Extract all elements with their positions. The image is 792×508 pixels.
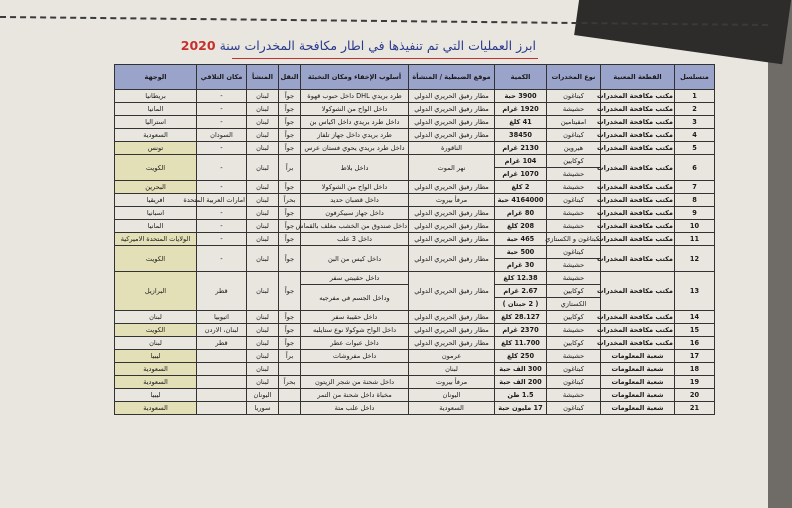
page-title	[180, 38, 536, 53]
cell-location: مرفأ بيروت	[409, 194, 495, 207]
cell-transport: جواً	[279, 233, 301, 246]
cell-serial: 18	[675, 363, 715, 376]
operations-table	[114, 64, 715, 415]
cell-quantity: 80 غرام	[495, 207, 547, 220]
cell-transport	[279, 389, 301, 402]
cell-destination: الولايات المتحدة الاميركية	[115, 233, 197, 246]
cell-method: داخل طرد بريدي داخل اكياس بن	[301, 116, 409, 129]
cell-serial: 7	[675, 181, 715, 194]
cell-unit: شعبة المعلومات	[601, 350, 675, 363]
cell-origin: لبنان	[247, 337, 279, 350]
cell-origin: لبنان	[247, 324, 279, 337]
cell-destination: السعودية	[115, 376, 197, 389]
cell-method: داخل علب متة	[301, 402, 409, 415]
cell-destination: لبنان	[115, 311, 197, 324]
cell-serial: 16	[675, 337, 715, 350]
cell-destination: لبنان	[115, 337, 197, 350]
cell-unit: مكتب مكافحة المخدرات	[601, 181, 675, 194]
cell-destination: السعودية	[115, 402, 197, 415]
cell-transport: بحراً	[279, 376, 301, 389]
cell-destination: المانيا	[115, 220, 197, 233]
cell-transport: جواً	[279, 129, 301, 142]
cell-transport	[279, 402, 301, 415]
cell-drug-type: كوكايين	[547, 155, 601, 168]
cell-serial: 19	[675, 376, 715, 389]
table-row	[115, 324, 715, 337]
cell-transport: جواً	[279, 272, 301, 311]
cell-transport: جواً	[279, 181, 301, 194]
cell-drug-type: حشيشة	[547, 207, 601, 220]
cell-unit: مكتب مكافحة المخدرات	[601, 246, 675, 272]
table-row	[115, 116, 715, 129]
cell-transit: -	[197, 207, 247, 220]
cell-transport: بحراً	[279, 194, 301, 207]
cell-quantity: 1920 غرام	[495, 103, 547, 116]
cell-quantity: 465 حبة	[495, 233, 547, 246]
cell-drug-type: كبتاغون	[547, 90, 601, 103]
cell-unit: مكتب مكافحة المخدرات	[601, 142, 675, 155]
table-row	[115, 311, 715, 324]
cell-transit: -	[197, 103, 247, 116]
cell-unit: مكتب مكافحة المخدرات	[601, 90, 675, 103]
cell-unit: مكتب مكافحة المخدرات	[601, 311, 675, 324]
cell-method: داخل حقيبتي سفر	[301, 272, 409, 285]
table-row	[115, 220, 715, 233]
header-cell: موقع الضبطية / المنشأة	[409, 65, 495, 90]
cell-method: طرد بريدي داخل جهاز تلفاز	[301, 129, 409, 142]
cell-location: مطار رفيق الحريري الدولي	[409, 233, 495, 246]
cell-quantity: 28.127 كلغ	[495, 311, 547, 324]
cell-transit: قطر	[197, 272, 247, 311]
cell-quantity: 11.700 كلغ	[495, 337, 547, 350]
cell-serial: 10	[675, 220, 715, 233]
cell-unit: مكتب مكافحة المخدرات	[601, 194, 675, 207]
cell-unit: شعبة المعلومات	[601, 363, 675, 376]
header-cell: مكان التلاقي	[197, 65, 247, 90]
table-row	[115, 350, 715, 363]
cell-transit: قطر	[197, 337, 247, 350]
cell-origin: لبنان	[247, 181, 279, 194]
cell-method: داخل بلاط	[301, 155, 409, 181]
cell-destination: الكويت	[115, 155, 197, 181]
cell-serial: 4	[675, 129, 715, 142]
cell-drug-type: هيروين	[547, 142, 601, 155]
cell-origin: لبنان	[247, 142, 279, 155]
cell-destination: ليبيا	[115, 350, 197, 363]
cell-method: داخل الواح شوكولا نوع ستايلبه	[301, 324, 409, 337]
table-row	[115, 207, 715, 220]
cell-serial: 21	[675, 402, 715, 415]
cell-drug-type: حشيشة	[547, 272, 601, 285]
cell-unit: مكتب مكافحة المخدرات	[601, 116, 675, 129]
cell-method: داخل 3 علب	[301, 233, 409, 246]
cell-transport: جواً	[279, 246, 301, 272]
cell-transport: جواً	[279, 142, 301, 155]
cell-destination: السعودية	[115, 129, 197, 142]
cell-destination: اسبانيا	[115, 207, 197, 220]
header-cell: نوع المخدرات	[547, 65, 601, 90]
cell-quantity: 38450	[495, 129, 547, 142]
cell-transit: -	[197, 233, 247, 246]
cell-quantity: 12.38 كلغ	[495, 272, 547, 285]
cell-location: مطار رفيق الحريري الدولي	[409, 337, 495, 350]
cell-method: داخل شحنة من شجر الزيتون	[301, 376, 409, 389]
table-row	[115, 155, 715, 168]
header-cell: المنشأ	[247, 65, 279, 90]
cell-location: مطار رفيق الحريري الدولي	[409, 220, 495, 233]
cell-origin: لبنان	[247, 155, 279, 181]
cell-transit	[197, 402, 247, 415]
table-row	[115, 129, 715, 142]
cell-unit: مكتب مكافحة المخدرات	[601, 103, 675, 116]
cell-location: مرفأ بيروت	[409, 376, 495, 389]
cell-quantity: 2370 غرام	[495, 324, 547, 337]
title-year: 2020	[180, 38, 216, 53]
cell-serial: 13	[675, 272, 715, 311]
cell-transit: امارات العربية المتحدة	[197, 194, 247, 207]
cell-destination: استراليا	[115, 116, 197, 129]
cell-origin: لبنان	[247, 90, 279, 103]
cell-location: السعودية	[409, 402, 495, 415]
table-row	[115, 181, 715, 194]
table-row	[115, 402, 715, 415]
cell-method: داخل الواح من الشوكولا	[301, 181, 409, 194]
cell-location: مطار رفيق الحريري الدولي	[409, 181, 495, 194]
cell-transit	[197, 350, 247, 363]
cell-serial: 14	[675, 311, 715, 324]
cell-transit: -	[197, 90, 247, 103]
cell-origin: لبنان	[247, 103, 279, 116]
cell-serial: 1	[675, 90, 715, 103]
cell-quantity: 2.67 غرام	[495, 285, 547, 298]
cell-transport: جواً	[279, 90, 301, 103]
cell-location: مطار رفيق الحريري الدولي	[409, 90, 495, 103]
cell-serial: 20	[675, 389, 715, 402]
cell-origin: لبنان	[247, 272, 279, 311]
header-cell: متسلسل	[675, 65, 715, 90]
cell-serial: 15	[675, 324, 715, 337]
table-row	[115, 337, 715, 350]
cell-transit: اثيوبيا	[197, 311, 247, 324]
cell-method: داخل عبوات عطر	[301, 337, 409, 350]
cell-drug-type: كوكايين	[547, 311, 601, 324]
cell-location: مطار رفيق الحريري الدولي	[409, 103, 495, 116]
cell-method: داخل كيس من البن	[301, 246, 409, 272]
cell-method: داخل جهاز سبيكرفون	[301, 207, 409, 220]
cell-method: داخل الواح من الشوكولا	[301, 103, 409, 116]
table-row	[115, 389, 715, 402]
cell-drug-type: كبتاغون و الكستازي	[547, 233, 601, 246]
cell-quantity: 4164000 حبة	[495, 194, 547, 207]
cell-method: مخباة داخل شحنة من التمر	[301, 389, 409, 402]
cell-transit: -	[197, 116, 247, 129]
cell-destination: تونس	[115, 142, 197, 155]
cell-quantity: 104 غرام	[495, 155, 547, 168]
cell-location: مطار رفيق الحريري الدولي	[409, 311, 495, 324]
cell-quantity: 500 حبة	[495, 246, 547, 259]
cell-transit: -	[197, 142, 247, 155]
table-body	[115, 90, 715, 415]
cell-quantity: 208 كلغ	[495, 220, 547, 233]
header-cell: أسلوب الإخفاء ومكان التخبئة	[301, 65, 409, 90]
cell-destination: الكويت	[115, 324, 197, 337]
background-surface	[574, 0, 792, 64]
cell-origin: لبنان	[247, 233, 279, 246]
cell-unit: شعبة المعلومات	[601, 402, 675, 415]
cell-drug-type: كبتاغون	[547, 376, 601, 389]
cell-drug-type: حشيشة	[547, 181, 601, 194]
cell-location: عرمون	[409, 350, 495, 363]
cell-origin: سوريا	[247, 402, 279, 415]
cell-quantity: 1070 غرام	[495, 168, 547, 181]
cell-drug-type: كبتاغون	[547, 246, 601, 259]
cell-serial: 6	[675, 155, 715, 181]
cell-drug-type: كبتاغون	[547, 129, 601, 142]
cell-quantity: 300 الف حبة	[495, 363, 547, 376]
cell-origin: لبنان	[247, 194, 279, 207]
cell-drug-type: حشيشة	[547, 389, 601, 402]
cell-method	[301, 363, 409, 376]
cell-origin: لبنان	[247, 129, 279, 142]
cell-quantity: ( 2 حبتان )	[495, 298, 547, 311]
cell-drug-type: كبتاغون	[547, 194, 601, 207]
table-row	[115, 103, 715, 116]
cell-origin: لبنان	[247, 116, 279, 129]
cell-unit: شعبة المعلومات	[601, 376, 675, 389]
cell-location: نهر الموت	[409, 155, 495, 181]
cell-destination: البرازيل	[115, 272, 197, 311]
cell-unit: مكتب مكافحة المخدرات	[601, 220, 675, 233]
cell-method: داخل حقيبة سفر	[301, 311, 409, 324]
cell-quantity: 41 كلغ	[495, 116, 547, 129]
cell-location: لبنان	[409, 363, 495, 376]
cell-serial: 8	[675, 194, 715, 207]
cell-drug-type: حشيشة	[547, 168, 601, 181]
cell-method: طرد بريدي DHL داخل حبوب قهوة	[301, 90, 409, 103]
cell-transport: جواً	[279, 207, 301, 220]
cell-serial: 5	[675, 142, 715, 155]
header-cell: الكمية	[495, 65, 547, 90]
header-cell: القطعة المعنية	[601, 65, 675, 90]
title-text: ابرز العمليات التي تم تنفيذها في اطار مكافحة المخدرات سنة	[219, 38, 536, 53]
cell-transit	[197, 376, 247, 389]
cell-quantity: 30 غرام	[495, 259, 547, 272]
cell-transport: جواً	[279, 116, 301, 129]
cell-location: مطار رفيق الحريري الدولي	[409, 116, 495, 129]
cell-drug-type: حشيشة	[547, 324, 601, 337]
cell-origin: لبنان	[247, 311, 279, 324]
cell-drug-type: حشيشة	[547, 259, 601, 272]
cell-method: داخل قضبان حديد	[301, 194, 409, 207]
cell-drug-type: كبتاغون	[547, 363, 601, 376]
cell-method: داخل صندوق من الخشب مغلف بالقماش	[301, 220, 409, 233]
cell-drug-type: حشيشة	[547, 220, 601, 233]
cell-location: اليونان	[409, 389, 495, 402]
table-row	[115, 272, 715, 285]
cell-drug-type: كوكايين	[547, 337, 601, 350]
table-row	[115, 376, 715, 389]
cell-drug-type: كبتاغون	[547, 402, 601, 415]
cell-origin: اليونان	[247, 389, 279, 402]
cell-quantity: 2 كلغ	[495, 181, 547, 194]
cell-method: وداخل الجسم في مفرجيه	[301, 285, 409, 311]
cell-transport: جواً	[279, 103, 301, 116]
cell-transport: جواً	[279, 311, 301, 324]
cell-transport: جواً	[279, 220, 301, 233]
cell-destination: بريطانيا	[115, 90, 197, 103]
header-cell: النقل	[279, 65, 301, 90]
cell-origin: لبنان	[247, 220, 279, 233]
cell-serial: 2	[675, 103, 715, 116]
cell-origin: لبنان	[247, 363, 279, 376]
cell-transport	[279, 363, 301, 376]
table-row	[115, 142, 715, 155]
cell-unit: مكتب مكافحة المخدرات	[601, 272, 675, 311]
cell-serial: 12	[675, 246, 715, 272]
cell-method: داخل طرد بريدي يحوي فستان عرس	[301, 142, 409, 155]
cell-quantity: 250 كلغ	[495, 350, 547, 363]
cell-drug-type: امفيتامين	[547, 116, 601, 129]
cell-origin: لبنان	[247, 376, 279, 389]
cell-serial: 11	[675, 233, 715, 246]
cell-destination: البحرين	[115, 181, 197, 194]
cell-serial: 17	[675, 350, 715, 363]
cell-unit: مكتب مكافحة المخدرات	[601, 233, 675, 246]
cell-location: مطار رفيق الحريري الدولي	[409, 272, 495, 311]
cell-transit: -	[197, 246, 247, 272]
cell-transit	[197, 389, 247, 402]
title-underline	[232, 58, 538, 59]
header-row	[115, 65, 715, 90]
cell-origin: لبنان	[247, 207, 279, 220]
cell-transit	[197, 363, 247, 376]
cell-destination: ليبيا	[115, 389, 197, 402]
cell-drug-type: الكستازي	[547, 298, 601, 311]
cell-transit: -	[197, 155, 247, 181]
cell-unit: شعبة المعلومات	[601, 389, 675, 402]
cell-transit: السودان	[197, 129, 247, 142]
cell-serial: 3	[675, 116, 715, 129]
cell-transport: جواً	[279, 324, 301, 337]
table-row	[115, 233, 715, 246]
cell-destination: افريقيا	[115, 194, 197, 207]
cell-quantity: 2130 غرام	[495, 142, 547, 155]
cell-destination: الكويت	[115, 246, 197, 272]
cell-destination: السعودية	[115, 363, 197, 376]
cell-drug-type: حشيشة	[547, 350, 601, 363]
cell-transport: براً	[279, 350, 301, 363]
cell-location: مطار رفيق الحريري الدولي	[409, 129, 495, 142]
table-row	[115, 246, 715, 259]
cell-transport: جواً	[279, 337, 301, 350]
cell-transit: -	[197, 181, 247, 194]
table-row	[115, 363, 715, 376]
header-cell: الوجهة	[115, 65, 197, 90]
cell-origin: لبنان	[247, 350, 279, 363]
cell-transport: براً	[279, 155, 301, 181]
cell-method: داخل مفروشات	[301, 350, 409, 363]
cell-quantity: 17 مليون حبة	[495, 402, 547, 415]
cell-unit: مكتب مكافحة المخدرات	[601, 155, 675, 181]
cell-transit: -	[197, 220, 247, 233]
cell-drug-type: كوكايين	[547, 285, 601, 298]
cell-unit: مكتب مكافحة المخدرات	[601, 129, 675, 142]
table-row	[115, 90, 715, 103]
cell-location: مطار رفيق الحريري الدولي	[409, 246, 495, 272]
cell-unit: مكتب مكافحة المخدرات	[601, 324, 675, 337]
cell-location: مطار رفيق الحريري الدولي	[409, 324, 495, 337]
cell-destination: المانيا	[115, 103, 197, 116]
cell-unit: مكتب مكافحة المخدرات	[601, 337, 675, 350]
cell-quantity: 200 الف حبة	[495, 376, 547, 389]
cell-origin: لبنان	[247, 246, 279, 272]
cell-location: مطار رفيق الحريري الدولي	[409, 207, 495, 220]
cell-transit: لبنان، الاردن	[197, 324, 247, 337]
cell-quantity: 1.5 طن	[495, 389, 547, 402]
cell-unit: مكتب مكافحة المخدرات	[601, 207, 675, 220]
cell-serial: 9	[675, 207, 715, 220]
cell-location: الناقورة	[409, 142, 495, 155]
cell-drug-type: حشيشة	[547, 103, 601, 116]
table-row	[115, 194, 715, 207]
cell-quantity: 3900 حبة	[495, 90, 547, 103]
